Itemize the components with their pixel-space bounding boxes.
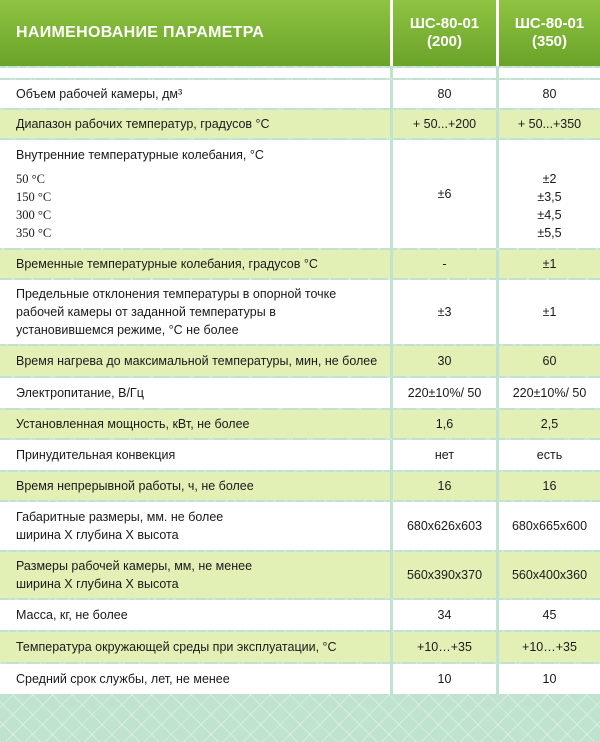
table-row [0,502,600,550]
header-model-350 [496,0,600,66]
table-row [0,632,600,662]
row-value-350-item: ±5,5 [537,226,562,240]
header-model-350-name: ШС-80-01 [514,15,585,32]
row-value-350: 2,5 [496,410,600,438]
table-row [0,664,600,694]
header-param: НАИМЕНОВАНИЕ ПАРАМЕТРА [16,24,265,41]
table-row [0,346,600,376]
row-sublabel: 150 °С [16,190,52,204]
row-value-200: 16 [390,472,496,500]
row-label: Масса, кг, не более [0,600,390,630]
row-label: Температура окружающей среды при эксплуатации, °С [0,632,390,662]
row-value-200: 10 [390,664,496,694]
row-label-line: рабочей камеры от заданной температуры в [16,305,276,319]
header-model-200 [390,0,496,66]
table-row [0,472,600,500]
row-value-200: 680х626х603 [390,502,496,550]
row-label: Время нагрева до максимальной температуры, мин, не более [0,346,390,376]
row-label [0,140,390,248]
table-row [0,410,600,438]
row-label: Диапазон рабочих температур, градусов °С [0,110,390,138]
header-model-350-variant: (350) [531,33,568,50]
row-label-line: установившемся режиме, °С не более [16,323,239,337]
row-label: Средний срок службы, лет, не менее [0,664,390,694]
row-value-200: + 50...+200 [390,110,496,138]
table-row [0,600,600,630]
table-row [0,80,600,108]
row-value-200: ±6 [390,140,496,248]
row-value-350: 45 [496,600,600,630]
row-value-350-item: ±2 [542,172,557,186]
row-value-350-item: ±3,5 [537,190,562,204]
row-label-line: Габаритные размеры, мм. не более [16,510,224,524]
row-label: Временные температурные колебания, градусов °С [0,250,390,278]
row-label: Время непрерывной работы, ч, не более [0,472,390,500]
spacer-cell [0,68,390,78]
row-label: Установленная мощность, кВт, не более [0,410,390,438]
row-label [0,502,390,550]
row-value-350: 560х400х360 [496,552,600,598]
row-label [0,280,390,344]
row-value-200: 80 [390,80,496,108]
row-label: Объем рабочей камеры, дм³ [0,80,390,108]
table-row [0,440,600,470]
spacer-cell [496,68,600,78]
row-value-350: 80 [496,80,600,108]
row-label-line: Предельные отклонения температуры в опорной точке [16,287,337,301]
row-value-200: нет [390,440,496,470]
row-value-200: 1,6 [390,410,496,438]
row-value-350: 10 [496,664,600,694]
row-value-200: 220±10%/ 50 [390,378,496,408]
row-value-350: + 50...+350 [496,110,600,138]
row-value-200: 30 [390,346,496,376]
row-value-350: ±1 [496,250,600,278]
row-sublabel: 50 °С [16,172,45,186]
table-row [0,378,600,408]
row-label: Электропитание, В/Гц [0,378,390,408]
row-value-350: 16 [496,472,600,500]
row-value-350: ±1 [496,280,600,344]
row-value-200: +10…+35 [390,632,496,662]
header-model-200-name: ШС-80-01 [409,15,480,32]
table-row [0,110,600,138]
row-value-200: 560х390х370 [390,552,496,598]
row-value-350: +10…+35 [496,632,600,662]
table-row [0,250,600,278]
row-sublabel: 300 °С [16,208,52,222]
table-header [0,0,600,66]
table-row [0,280,600,344]
header-spacer-row [0,68,600,78]
row-value-200: - [390,250,496,278]
row-value-350: есть [496,440,600,470]
row-value-200: 34 [390,600,496,630]
row-value-200: ±3 [390,280,496,344]
row-label [0,552,390,598]
row-sublabel: 350 °С [16,226,52,240]
table-row [0,140,600,248]
row-label-line: ширина Х глубина Х высота [16,577,179,591]
row-value-350: 680х665х600 [496,502,600,550]
row-value-350: 220±10%/ 50 [496,378,600,408]
row-label-line: Размеры рабочей камеры, мм, не менее [16,559,253,573]
spacer-cell [390,68,496,78]
row-value-350-item: ±4,5 [537,208,562,222]
row-value-350: 60 [496,346,600,376]
row-label-line: ширина Х глубина Х высота [16,528,179,542]
table-row [0,552,600,598]
row-label: Принудительная конвекция [0,440,390,470]
header-model-200-variant: (200) [426,33,463,50]
row-value-350 [496,140,600,248]
row-label-main: Внутренние температурные колебания, °С [16,148,264,162]
